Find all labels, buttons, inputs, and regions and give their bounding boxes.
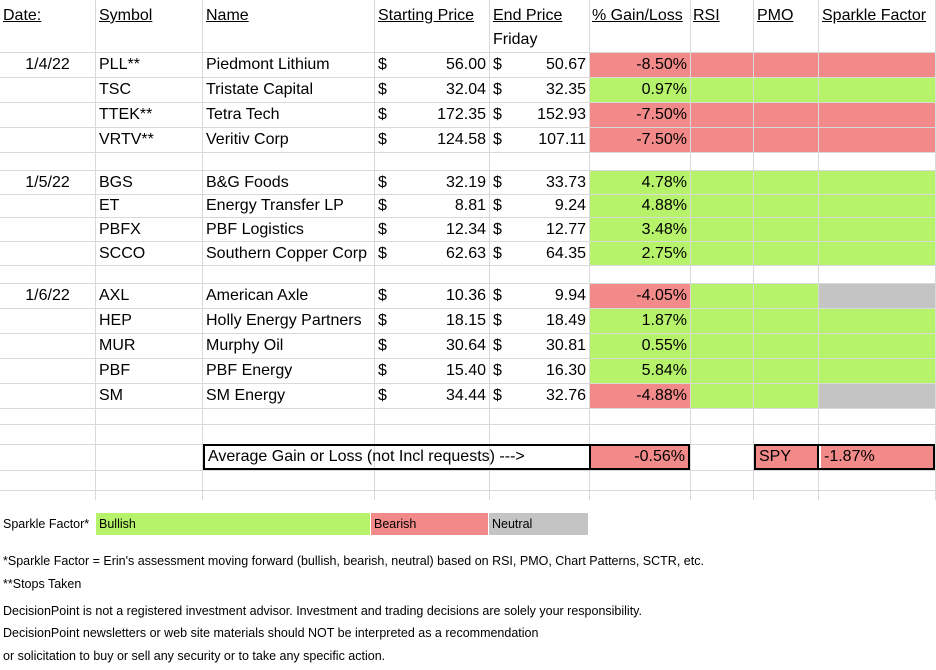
company-name-cell: Holly Energy Partners bbox=[206, 312, 362, 329]
end-price-cell: 32.76 bbox=[545, 387, 586, 404]
end-currency: $ bbox=[493, 173, 502, 191]
end-currency: $ bbox=[493, 106, 502, 123]
legend-bullish: Bullish bbox=[96, 513, 370, 535]
end-price-cell: 16.30 bbox=[545, 362, 586, 379]
sparkle-factor-cell bbox=[819, 309, 935, 333]
summary-label: Average Gain or Loss (not Incl requests) ---> bbox=[208, 448, 525, 465]
rsi-status-cell bbox=[691, 103, 753, 127]
gain-loss-cell: -7.50% bbox=[590, 128, 690, 152]
end-currency: $ bbox=[493, 81, 502, 98]
start-currency: $ bbox=[378, 362, 387, 379]
disclaimer-line-3: or solicitation to buy or sell any security or to take any specific action. bbox=[3, 648, 386, 663]
sparkle-factor-cell bbox=[819, 334, 935, 358]
end-currency: $ bbox=[493, 287, 502, 304]
sparkle-factor-cell bbox=[819, 195, 935, 217]
end-currency: $ bbox=[493, 220, 502, 238]
rsi-status-cell bbox=[691, 309, 753, 333]
starting-price-cell: 124.58 bbox=[437, 131, 486, 148]
company-name-cell: Veritiv Corp bbox=[206, 131, 289, 148]
pmo-status-cell bbox=[754, 171, 818, 194]
symbol-cell: SCCO bbox=[99, 244, 146, 262]
header-pmo: PMO bbox=[757, 7, 794, 24]
rsi-status-cell bbox=[691, 171, 753, 194]
note-stops-taken: **Stops Taken bbox=[3, 576, 82, 591]
end-currency: $ bbox=[493, 312, 502, 329]
company-name-cell: Tetra Tech bbox=[206, 106, 280, 123]
start-currency: $ bbox=[378, 131, 387, 148]
start-currency: $ bbox=[378, 56, 387, 73]
start-currency: $ bbox=[378, 337, 387, 354]
rsi-status-cell bbox=[691, 53, 753, 77]
pmo-status-cell bbox=[754, 284, 818, 308]
rsi-status-cell bbox=[691, 284, 753, 308]
symbol-cell: HEP bbox=[99, 312, 132, 329]
disclaimer-line-1: DecisionPoint is not a registered investment advisor. Investment and trading decisions are solely your responsibility. bbox=[3, 603, 642, 618]
note-sparkle-definition: *Sparkle Factor = Erin's assessment moving forward (bullish, bearish, neutral) based on RSI, PMO, Chart Patterns, SCTR, etc. bbox=[3, 553, 704, 568]
starting-price-cell: 56.00 bbox=[445, 56, 486, 73]
gain-loss-cell: 4.88% bbox=[590, 195, 690, 217]
legend-neutral: Neutral bbox=[489, 513, 588, 535]
sparkle-factor-cell bbox=[819, 242, 935, 265]
starting-price-cell: 34.44 bbox=[445, 387, 486, 404]
gain-loss-cell: 0.97% bbox=[590, 78, 690, 102]
start-currency: $ bbox=[378, 287, 387, 304]
symbol-cell: BGS bbox=[99, 173, 133, 191]
start-currency: $ bbox=[378, 244, 387, 262]
disclaimer-line-2: DecisionPoint newsletters or web site materials should NOT be interpreted as a recommendation bbox=[3, 625, 539, 640]
gain-loss-cell: -4.88% bbox=[590, 384, 690, 408]
company-name-cell: American Axle bbox=[206, 287, 309, 304]
end-price-cell: 50.67 bbox=[545, 56, 586, 73]
end-price-cell: 32.35 bbox=[545, 81, 586, 98]
starting-price-cell: 18.15 bbox=[445, 312, 486, 329]
symbol-cell: MUR bbox=[99, 337, 136, 354]
gain-loss-cell: -8.50% bbox=[590, 53, 690, 77]
pmo-status-cell bbox=[754, 242, 818, 265]
company-name-cell: Energy Transfer LP bbox=[206, 197, 344, 214]
starting-price-cell: 15.40 bbox=[445, 362, 486, 379]
pmo-status-cell bbox=[754, 78, 818, 102]
start-currency: $ bbox=[378, 106, 387, 123]
grid-hline bbox=[0, 265, 936, 266]
end-currency: $ bbox=[493, 131, 502, 148]
end-currency: $ bbox=[493, 337, 502, 354]
symbol-cell: VRTV** bbox=[99, 131, 154, 148]
header-starting-price: Starting Price bbox=[378, 7, 475, 24]
end-currency: $ bbox=[493, 244, 502, 262]
starting-price-cell: 8.81 bbox=[454, 197, 486, 214]
start-currency: $ bbox=[378, 312, 387, 329]
symbol-cell: PBF bbox=[99, 362, 131, 379]
symbol-cell: PLL** bbox=[99, 56, 140, 73]
end-price-cell: 9.94 bbox=[554, 287, 586, 304]
gain-loss-cell: 0.55% bbox=[590, 334, 690, 358]
starting-price-cell: 32.19 bbox=[445, 173, 486, 191]
header-date: Date: bbox=[3, 7, 42, 24]
header-end-price: End Price bbox=[493, 7, 563, 24]
sparkle-factor-cell bbox=[819, 128, 935, 152]
group-date: 1/6/22 bbox=[25, 287, 70, 304]
symbol-cell: AXL bbox=[99, 287, 130, 304]
pmo-status-cell bbox=[754, 53, 818, 77]
pmo-status-cell bbox=[754, 384, 818, 408]
rsi-status-cell bbox=[691, 195, 753, 217]
gain-loss-cell: 1.87% bbox=[590, 309, 690, 333]
sparkle-factor-cell bbox=[819, 171, 935, 194]
symbol-cell: SM bbox=[99, 387, 123, 404]
company-name-cell: Murphy Oil bbox=[206, 337, 284, 354]
header-gain-loss: % Gain/Loss bbox=[592, 7, 683, 24]
gain-loss-cell: 5.84% bbox=[590, 359, 690, 383]
starting-price-cell: 172.35 bbox=[437, 106, 486, 123]
grid-hline bbox=[0, 152, 936, 153]
company-name-cell: SM Energy bbox=[206, 387, 286, 404]
sparkle-factor-cell bbox=[819, 384, 935, 408]
pmo-status-cell bbox=[754, 128, 818, 152]
company-name-cell: Tristate Capital bbox=[206, 81, 313, 98]
grid-hline bbox=[0, 490, 936, 491]
pmo-status-cell bbox=[754, 309, 818, 333]
starting-price-cell: 12.34 bbox=[445, 220, 486, 238]
spy-value: -1.87% bbox=[821, 446, 933, 468]
starting-price-cell: 32.04 bbox=[445, 81, 486, 98]
rsi-status-cell bbox=[691, 218, 753, 241]
starting-price-cell: 62.63 bbox=[445, 244, 486, 262]
end-price-cell: 18.49 bbox=[545, 312, 586, 329]
sparkle-factor-cell bbox=[819, 103, 935, 127]
summary-average-value: -0.56% bbox=[589, 446, 688, 468]
gain-loss-cell: 3.48% bbox=[590, 218, 690, 241]
rsi-status-cell bbox=[691, 128, 753, 152]
end-price-cell: 9.24 bbox=[554, 197, 586, 214]
end-price-cell: 33.73 bbox=[545, 173, 586, 191]
rsi-status-cell bbox=[691, 242, 753, 265]
symbol-cell: TSC bbox=[99, 81, 131, 98]
end-price-cell: 64.35 bbox=[545, 244, 586, 262]
spy-label: SPY bbox=[756, 446, 819, 468]
pmo-status-cell bbox=[754, 359, 818, 383]
legend-bearish: Bearish bbox=[371, 513, 488, 535]
rsi-status-cell bbox=[691, 78, 753, 102]
rsi-status-cell bbox=[691, 359, 753, 383]
grid-hline bbox=[0, 408, 936, 409]
starting-price-cell: 30.64 bbox=[445, 337, 486, 354]
starting-price-cell: 10.36 bbox=[445, 287, 486, 304]
grid-hline bbox=[0, 424, 936, 425]
group-date: 1/5/22 bbox=[25, 173, 70, 191]
gain-loss-cell: 2.75% bbox=[590, 242, 690, 265]
gain-loss-cell: 4.78% bbox=[590, 171, 690, 194]
pmo-status-cell bbox=[754, 334, 818, 358]
sparkle-factor-cell bbox=[819, 78, 935, 102]
rsi-status-cell bbox=[691, 334, 753, 358]
header-sparkle-factor: Sparkle Factor bbox=[822, 7, 927, 24]
header-rsi: RSI bbox=[693, 7, 720, 24]
start-currency: $ bbox=[378, 173, 387, 191]
end-currency: $ bbox=[493, 197, 502, 214]
end-price-cell: 12.77 bbox=[545, 220, 586, 238]
end-price-cell: 107.11 bbox=[538, 131, 586, 148]
company-name-cell: PBF Logistics bbox=[206, 220, 304, 238]
start-currency: $ bbox=[378, 81, 387, 98]
end-price-cell: 30.81 bbox=[545, 337, 586, 354]
gain-loss-cell: -4.05% bbox=[590, 284, 690, 308]
grid-hline bbox=[0, 470, 936, 471]
symbol-cell: PBFX bbox=[99, 220, 141, 238]
symbol-cell: TTEK** bbox=[99, 106, 153, 123]
pmo-status-cell bbox=[754, 103, 818, 127]
start-currency: $ bbox=[378, 197, 387, 214]
group-date: 1/4/22 bbox=[25, 56, 70, 73]
header-name: Name bbox=[206, 7, 249, 24]
symbol-cell: ET bbox=[99, 197, 120, 214]
end-currency: $ bbox=[493, 56, 502, 73]
header-symbol: Symbol bbox=[99, 7, 153, 24]
end-price-cell: 152.93 bbox=[537, 106, 586, 123]
start-currency: $ bbox=[378, 220, 387, 238]
end-currency: $ bbox=[493, 362, 502, 379]
company-name-cell: B&G Foods bbox=[206, 173, 289, 191]
sparkle-factor-cell bbox=[819, 218, 935, 241]
pmo-status-cell bbox=[754, 218, 818, 241]
sparkle-factor-cell bbox=[819, 359, 935, 383]
end-currency: $ bbox=[493, 387, 502, 404]
gain-loss-cell: -7.50% bbox=[590, 103, 690, 127]
header-end-price-sub: Friday bbox=[493, 31, 538, 48]
pmo-status-cell bbox=[754, 195, 818, 217]
legend-title: Sparkle Factor* bbox=[3, 516, 90, 531]
sparkle-factor-cell bbox=[819, 53, 935, 77]
company-name-cell: Southern Copper Corp bbox=[206, 244, 367, 262]
company-name-cell: PBF Energy bbox=[206, 362, 293, 379]
company-name-cell: Piedmont Lithium bbox=[206, 56, 330, 73]
start-currency: $ bbox=[378, 387, 387, 404]
rsi-status-cell bbox=[691, 384, 753, 408]
sparkle-factor-cell bbox=[819, 284, 935, 308]
